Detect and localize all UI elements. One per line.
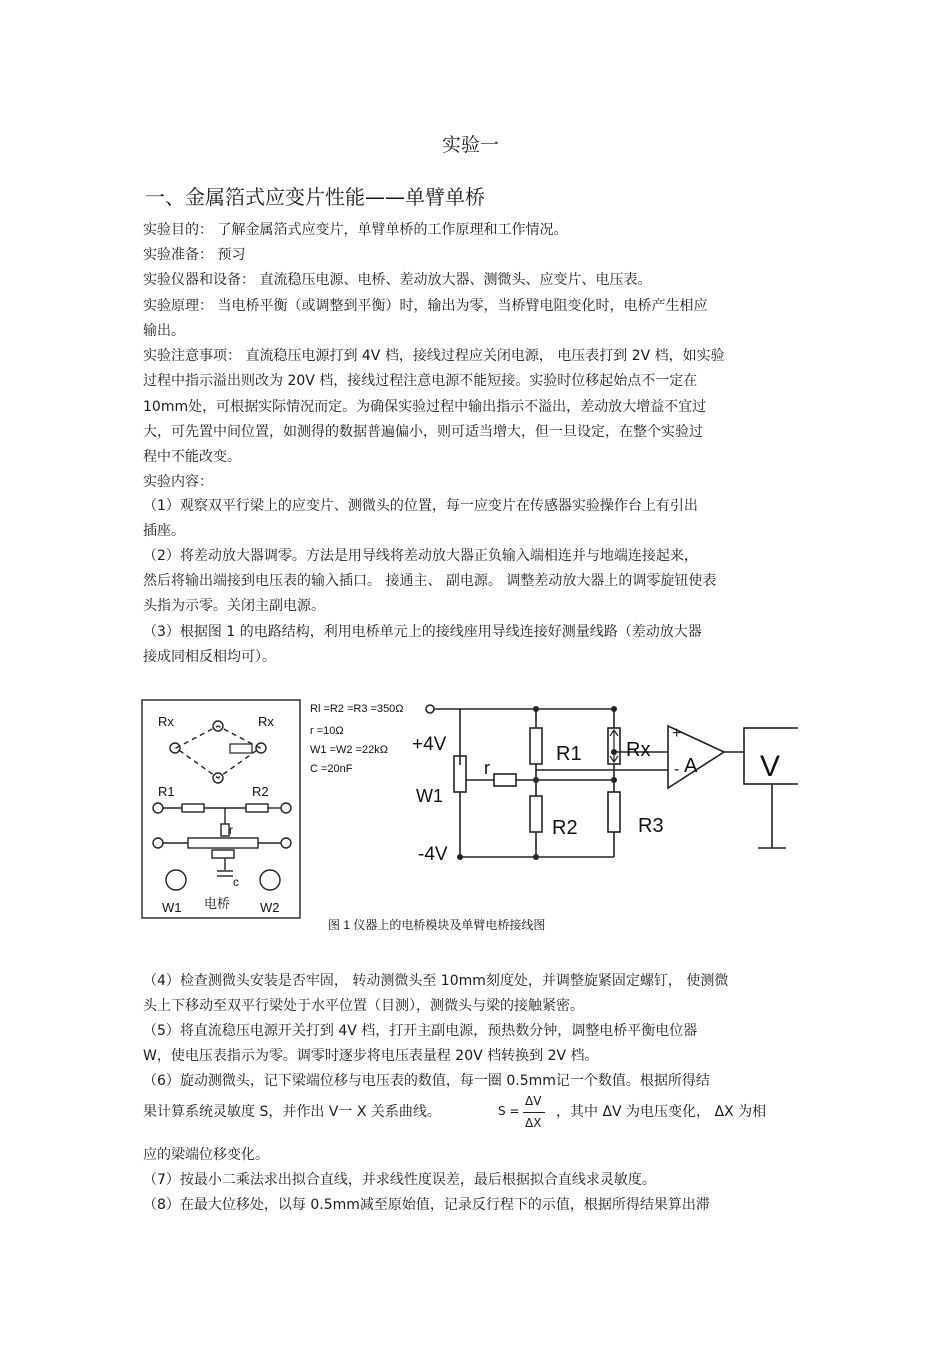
paragraph-line: （2）将差动放大器调零。方法是用导线将差动放大器正负输入端相连并与地端连接起来，	[143, 548, 698, 564]
paragraph-line: 然后将输出端接到电压表的输入插口。 接通主、 副电源。 调整差动放大器上的调零旋钮使表	[143, 573, 717, 589]
circuit-r3-label: R3	[638, 815, 664, 837]
paragraph-line: 输出。	[143, 323, 185, 339]
paragraph-line: 头上下移动至双平行梁处于水平位置（目测），测微头与梁的接触紧密。	[143, 998, 584, 1014]
sensitivity-formula	[498, 1094, 548, 1134]
section-heading: 一、金属箔式应变片性能——单臂单桥	[145, 185, 485, 209]
formula-post-text: ，其中 ΔV 为电压变化， ΔX 为相	[556, 1104, 767, 1120]
panel-w1-label: W1	[162, 900, 182, 915]
circuit-rx-label: Rx	[626, 739, 651, 761]
paragraph-line: 头指为示零。关闭主副电源。	[143, 598, 325, 614]
paragraph-line: 应的梁端位移变化。	[143, 1147, 269, 1163]
param-r: r =10Ω	[310, 725, 344, 737]
figure-1	[138, 692, 798, 952]
formula-fraction-bar	[523, 1112, 545, 1113]
paragraph-line: （1）观察双平行梁上的应变片、测微头的位置，每一应变片在传感器实验操作台上有引出	[143, 498, 698, 514]
paragraph-line: （7）按最小二乘法求出拟合直线，并求线性度误差，最后根据拟合直线求灵敏度。	[143, 1172, 656, 1188]
paragraph-line: 实验内容：	[143, 474, 213, 490]
figure-caption: 图 1 仪器上的电桥模块及单臂电桥接线图	[328, 918, 546, 932]
paragraph-line: 大，可先置中间位置，如测得的数据普遍偏小，则可适当增大，但一旦设定，在整个实验过	[143, 424, 703, 440]
paragraph-line: 程中不能改变。	[143, 449, 241, 465]
paragraph-line: （3）根据图 1 的电路结构，利用电桥单元上的接线座用导线连接好测量线路（差动放大器	[143, 624, 702, 640]
panel-rx-right-label: Rx	[258, 714, 274, 729]
paragraph-line: （6）旋动测微头，记下梁端位移与电压表的数值，每一圈 0.5mm记一个数值。根据所得结	[143, 1073, 710, 1089]
paragraph-line: 插座。	[143, 523, 185, 539]
paragraph-line: W，使电压表指示为零。调零时逐步将电压表量程 20V 档转换到 2V 档。	[143, 1048, 599, 1064]
paragraph-line: 过程中指示溢出则改为 20V 档，接线过程注意电源不能短接。实验时位移起始点不一定在	[143, 373, 698, 389]
page-title: 实验一	[442, 134, 500, 156]
amp-plus-label: +	[672, 725, 682, 742]
amp-label: A	[684, 755, 698, 777]
paragraph-line: 实验准备： 预习	[143, 247, 246, 263]
paragraph-line: 接成同相反相均可）。	[143, 649, 276, 665]
paragraph-line: 实验注意事项： 直流稳压电源打到 4V 档，接线过程应关闭电源， 电压表打到 2V 档，如实验	[143, 348, 725, 364]
paragraph-line: 10mm处，可根据实际情况而定。为确保实验过程中输出指示不溢出，差动放大增益不宜过	[143, 399, 707, 415]
paragraph-line: （4）检查测微头安装是否牢固， 转动测微头至 10mm刻度处，并调整旋紧固定螺钉， 使测微	[143, 973, 729, 989]
circuit-r2-label: R2	[552, 817, 578, 839]
paragraph-line: （5）将直流稳压电源开关打到 4V 档，打开主副电源，预热数分钟，调整电桥平衡电位器	[143, 1023, 698, 1039]
panel-rx-left-label: Rx	[158, 714, 174, 729]
paragraph-line: （8）在最大位移处，以每 0.5mm减至原始值，记录反行程下的示值，根据所得结果算出滞	[143, 1197, 710, 1213]
amp-minus-label: -	[674, 761, 680, 778]
panel-r2-label: R2	[252, 784, 269, 799]
formula-lhs: S =	[498, 1104, 520, 1118]
circuit-plus4v-label: +4V	[412, 734, 447, 755]
param-w: W1 =W2 =22kΩ	[310, 744, 388, 756]
formula-denominator: ΔX	[525, 1116, 542, 1130]
param-resistors: Rl =R2 =R3 =350Ω	[310, 703, 404, 715]
formula-numerator: ΔV	[525, 1094, 542, 1108]
junction-dots	[457, 706, 617, 860]
panel-bridge-label: 电桥	[204, 896, 231, 911]
panel-c-label: c	[233, 875, 239, 889]
paragraph-line: 实验原理： 当电桥平衡（或调整到平衡）时，输出为零，当桥臂电阻变化时，电桥产生相应	[143, 298, 708, 314]
paragraph-line: 实验仪器和设备： 直流稳压电源、电桥、差动放大器、测微头、应变片、电压表。	[143, 272, 652, 288]
circuit-r-label: r	[484, 758, 490, 778]
param-c: C =20nF	[310, 763, 353, 775]
formula-pre-text: 果计算系统灵敏度 S，并作出 V一 X 关系曲线。	[143, 1104, 441, 1120]
paragraph-line: 实验目的： 了解金属箔式应变片，单臂单桥的工作原理和工作情况。	[143, 222, 568, 238]
circuit-minus4v-label: -4V	[418, 844, 448, 865]
bridge-module-panel	[142, 700, 300, 918]
formula-line	[143, 1101, 441, 1121]
panel-r1-label: R1	[158, 784, 175, 799]
voltmeter-label: V	[760, 750, 781, 783]
circuit-r1-label: R1	[556, 743, 582, 765]
circuit-w1-label: W1	[416, 786, 443, 806]
panel-w2-label: W2	[260, 900, 280, 915]
panel-r-label: r	[229, 823, 233, 837]
